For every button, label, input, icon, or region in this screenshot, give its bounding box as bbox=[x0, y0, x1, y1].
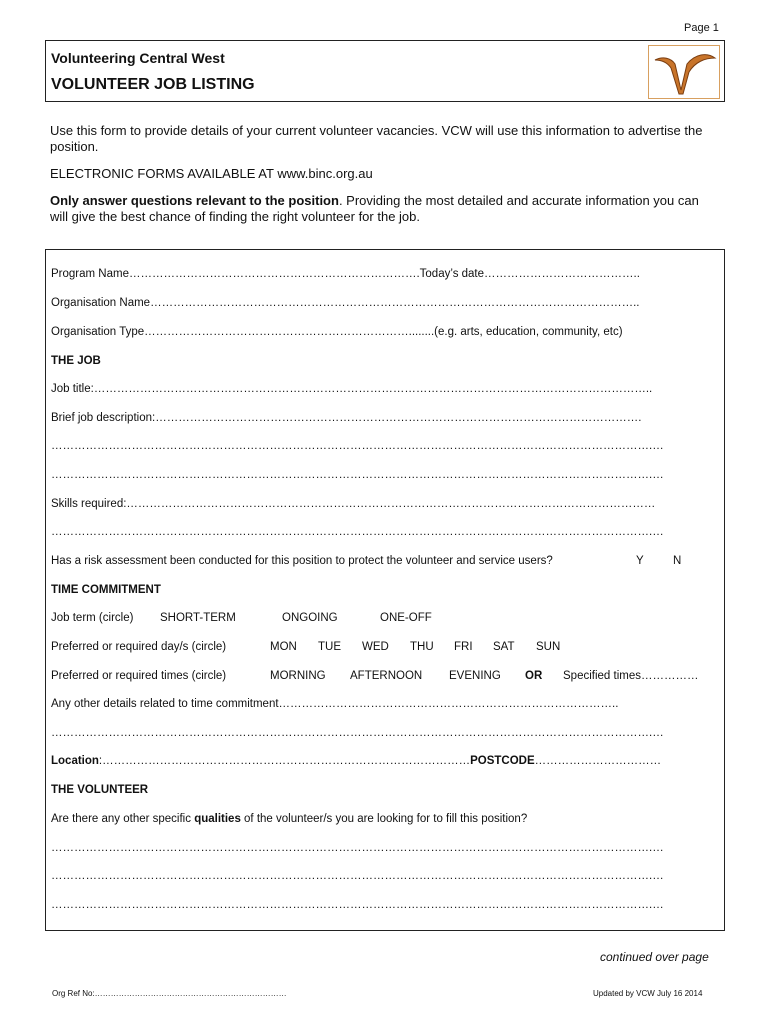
time-morning[interactable]: MORNING bbox=[270, 670, 326, 682]
location-row[interactable] bbox=[51, 755, 719, 767]
times-label: Preferred or required times (circle) bbox=[51, 670, 227, 682]
risk-assessment-row bbox=[51, 555, 719, 567]
continued-over-page: continued over page bbox=[600, 950, 709, 964]
job-term-row bbox=[51, 612, 719, 628]
job-listing-form bbox=[45, 249, 725, 931]
org-ref-field[interactable]: Org Ref No:……………………………………………………………… bbox=[52, 989, 287, 998]
page-number: Page 1 bbox=[684, 22, 719, 34]
qualities-line-1[interactable]: ………………………………………………………………………………………………………………………………………….… bbox=[51, 842, 664, 854]
day-thu[interactable]: THU bbox=[410, 641, 434, 653]
qualities-pre: Are there any other specific bbox=[51, 813, 195, 825]
form-title: VOLUNTEER JOB LISTING bbox=[51, 76, 255, 93]
skills-required-field[interactable]: Skills required:………………………………………………………………………………………………………………………… bbox=[51, 498, 656, 510]
qualities-post: of the volunteer/s you are looking for to fill this position? bbox=[240, 813, 528, 825]
times-or-label: OR bbox=[525, 670, 543, 682]
qualities-line-2[interactable]: ………………………………………………………………………………………………………………………………………….… bbox=[51, 870, 664, 882]
location-label: Location bbox=[51, 755, 99, 767]
the-volunteer-heading: THE VOLUNTEER bbox=[51, 784, 149, 796]
instructions-bold: Only answer questions relevant to the position bbox=[50, 193, 339, 208]
job-term-short-term[interactable]: SHORT-TERM bbox=[160, 612, 236, 624]
days-label: Preferred or required day/s (circle) bbox=[51, 641, 227, 653]
program-name-field[interactable]: Program Name………………………………………………………………….Today’s date………………………………….. bbox=[51, 268, 640, 280]
organisation-name-field[interactable]: Organisation Name……………………………………………………………………………………………………………….. bbox=[51, 297, 640, 309]
qualities-line-3[interactable]: ………………………………………………………………………………………………………………………………………….… bbox=[51, 899, 664, 911]
description-line-2[interactable]: ………………………………………………………………………………………………………………………………………….… bbox=[51, 440, 664, 452]
times-row bbox=[51, 670, 719, 686]
day-mon[interactable]: MON bbox=[270, 641, 297, 653]
day-wed[interactable]: WED bbox=[362, 641, 389, 653]
description-line-3[interactable]: ………………………………………………………………………………………………………………………………………….… bbox=[51, 469, 664, 481]
qualities-bold: qualities bbox=[194, 813, 241, 825]
vcw-logo-icon bbox=[648, 45, 720, 99]
day-sun[interactable]: SUN bbox=[536, 641, 561, 653]
day-sat[interactable]: SAT bbox=[493, 641, 515, 653]
postcode-label: POSTCODE bbox=[470, 755, 535, 767]
postcode-dots: …………………………… bbox=[534, 755, 662, 767]
brief-description-field[interactable]: Brief job description:………………………………………………………………………………………………………………. bbox=[51, 412, 642, 424]
qualities-question bbox=[51, 813, 719, 825]
instructions-text bbox=[50, 193, 720, 225]
org-name: Volunteering Central West bbox=[51, 50, 225, 66]
risk-yes-option[interactable]: Y bbox=[636, 555, 644, 567]
time-evening[interactable]: EVENING bbox=[449, 670, 501, 682]
job-term-ongoing[interactable]: ONGOING bbox=[282, 612, 338, 624]
organisation-type-field[interactable]: Organisation Type……………………………………………………………........(e.g. arts, education, community, etc) bbox=[51, 326, 623, 338]
time-afternoon[interactable]: AFTERNOON bbox=[350, 670, 423, 682]
risk-no-option[interactable]: N bbox=[673, 555, 682, 567]
job-term-label: Job term (circle) bbox=[51, 612, 134, 624]
electronic-forms-note: ELECTRONIC FORMS AVAILABLE AT www.binc.org.au bbox=[50, 166, 373, 181]
day-tue[interactable]: TUE bbox=[318, 641, 341, 653]
header-box bbox=[45, 40, 725, 102]
other-time-details-field[interactable]: Any other details related to time commitment…………………………………………………………………………….. bbox=[51, 698, 619, 710]
specified-times-field[interactable]: Specified times…………… bbox=[563, 670, 699, 682]
location-dots: :…………………………………………………………………………………… bbox=[98, 755, 471, 767]
other-time-line-2[interactable]: ………………………………………………………………………………………………………………………………………….… bbox=[51, 727, 664, 739]
risk-question: Has a risk assessment been conducted for this position to protect the volunteer and service users? bbox=[51, 555, 553, 567]
skills-line-2[interactable]: ………………………………………………………………………………………………………………………………………….… bbox=[51, 526, 664, 538]
days-row bbox=[51, 641, 719, 657]
time-commitment-heading: TIME COMMITMENT bbox=[51, 584, 161, 596]
job-title-field[interactable]: Job title:……………………………………………………………………………………………………………………………….. bbox=[51, 383, 653, 395]
updated-note: Updated by VCW July 16 2014 bbox=[593, 989, 703, 998]
job-term-one-off[interactable]: ONE-OFF bbox=[380, 612, 432, 624]
day-fri[interactable]: FRI bbox=[454, 641, 473, 653]
the-job-heading: THE JOB bbox=[51, 355, 101, 367]
instructions-rest: . Providing the most detailed and accurate information you can will give the best chance of finding the right volunteer for the job. bbox=[50, 193, 699, 224]
intro-text: Use this form to provide details of your current volunteer vacancies. VCW will use this information to advertise the position. bbox=[50, 123, 703, 154]
